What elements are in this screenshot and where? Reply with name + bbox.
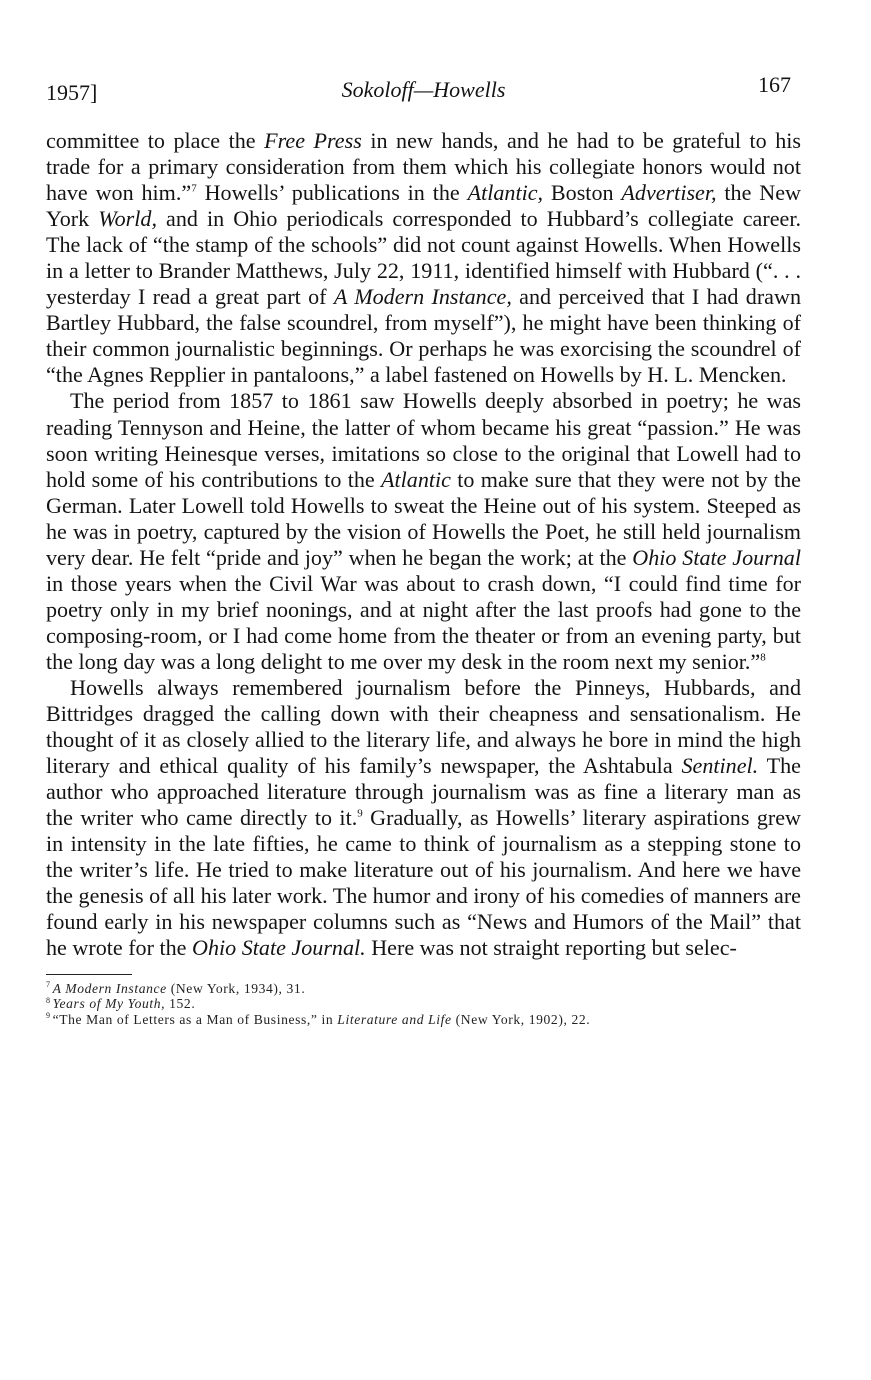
italic-title: A Modern Instance, [333, 284, 512, 310]
italic-title: Sentinel. [681, 753, 759, 779]
page-number: 167 [758, 72, 791, 97]
footnotes [46, 981, 801, 1028]
running-title: Sokoloff—Howells [341, 77, 506, 102]
italic-title: Atlantic, [467, 180, 544, 206]
footnote-ref-8: 8 [760, 651, 766, 664]
footnote-9: $^9$ “The Man of Letters as a Man of Business,” in Literature and Life (New York, 1902), 22. [46, 1011, 591, 1027]
footnote-7: $^7$ A Modern Instance (New York, 1934), 31. [46, 980, 306, 996]
paragraph-1: committee to place the Free Press in new hands, and he had to be grateful to his trade for a primary consideration from them which his collegiate honors would not have won him.”$^7$ Howells’ publications in the Atlantic, Boston Advertiser, the New York World, and in Ohio periodicals corresponded to Hubbard’s collegiate career. The lack of “the stamp of the schools” did not count against Howells. When Howells in a letter to Brander Matthews, July 22, 1911, identified himself with Hubbard (“. . . yesterday I read a great part of A Modern Instance, and perceived that I had drawn Bartley Hubbard, the false scoundrel, from myself”), he might have been thinking of their common journalistic beginnings. Or perhaps he was exorcising the scoundrel of “the Agnes Repplier in pantaloons,” a label fastened on Howells by H. L. Mencken. [46, 128, 801, 388]
italic-title: Ohio State Journal [632, 544, 801, 570]
issue-year: 1957] [46, 80, 98, 105]
paragraph-2: The period from 1857 to 1861 saw Howells deeply absorbed in poetry; he was reading Tennyson and Heine, the latter of whom became his great “passion.” He was soon writing Heinesque verses, imitations so close to the original that Lowell had to hold some of his contributions to the Atlantic to make sure that they were not by the German. Later Lowell told Howells to sweat the Heine out of his system. Steeped as he was in poetry, captured by the vision of Howells the Poet, he still held journalism very dear. He felt “pride and joy” when he began the work; at the Ohio State Journal in those years when the Civil War was about to crash down, “I could find time for poetry only in my brief noonings, and at night after the last proofs had gone to the composing-room, or I had come home from the theater or from an evening party, but the long day was a long delight to me over my desk in the room next my senior.”$^8$ [46, 388, 801, 674]
italic-title: Free Press [264, 128, 362, 153]
italic-title: Advertiser, [621, 180, 717, 206]
footnote-rule [46, 974, 132, 975]
paragraph-3: Howells always remembered journalism before the Pinneys, Hubbards, and Bittridges dragged the calling down with their cheapness and sensationalism. He thought of it as closely allied to the literary life, and always he bore in mind the high literary and ethical quality of his family’s newspaper, the Ashtabula Sentinel. The author who approached literature through journalism was as fine a literary man as the writer who came directly to it.$^9$ Gradually, as Howells’ literary aspirations grew in intensity in the late fifties, he came to think of journalism as a stepping stone to the writer’s life. He tried to make literature out of his journalism. And here we have the genesis of all his later work. The humor and irony of his comedies of manners are found early in his newspaper columns such as “News and Humors of the Mail” that he wrote for the Ohio State Journal. Here was not straight reporting but selec- [46, 674, 801, 961]
footnote-ref-7: 7 [191, 182, 197, 195]
journal-page [46, 72, 801, 1027]
footnote-8: $^8$ Years of My Youth, 152. [46, 995, 196, 1012]
italic-title: Atlantic [381, 466, 451, 492]
running-head [46, 72, 801, 106]
italic-title: Ohio State Journal. [192, 935, 366, 961]
italic-title: World, [98, 206, 157, 232]
article-body [46, 128, 801, 962]
footnote-ref-9: 9 [357, 807, 363, 820]
